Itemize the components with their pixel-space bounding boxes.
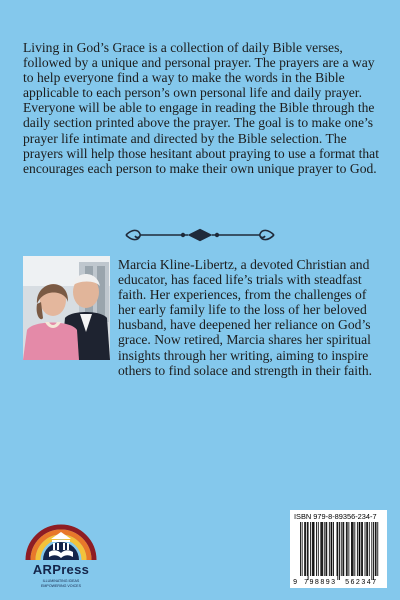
- barcode-group-left: 798893: [304, 579, 337, 587]
- barcode-bar: [341, 522, 342, 576]
- barcode-bar: [369, 522, 370, 576]
- isbn-barcode: [290, 510, 387, 588]
- barcode-bar: [357, 522, 358, 576]
- publisher-logo: [22, 508, 100, 594]
- barcode-bar: [324, 522, 325, 576]
- barcode-bar: [347, 522, 348, 576]
- barcode-bars: [292, 522, 385, 580]
- barcode-bar: [367, 522, 368, 576]
- publisher-name: ARPress: [32, 562, 90, 577]
- scroll-divider-icon: [122, 226, 278, 244]
- isbn-label: ISBN 979-8-89356-234-7: [294, 512, 377, 521]
- book-description: Living in God’s Grace is a collection of daily Bible verses, followed by a unique and personal prayer. The prayers are a way to help everyone find a way to make the words in the Bible applicable to each person’s own personal life and daily prayer. Everyone will be able to engage in reading the Bible through the daily section printed above the prayer. The goal is to make one’s prayer life intimate and directed by the Bible selection. The prayers will help those hesitant about praying to use a format that encourages each person to make their own unique prayer to God.: [23, 40, 379, 176]
- barcode-bar: [352, 522, 353, 576]
- barcode-digit-first: 9: [293, 579, 298, 587]
- barcode-bar: [320, 522, 321, 576]
- publisher-tagline-2: EMPOWERING VOICES: [41, 584, 81, 588]
- barcode-bar: [304, 522, 305, 576]
- barcode-bar: [348, 522, 349, 576]
- publisher-tagline-1: ILLUMINATING IDEAS: [42, 579, 80, 583]
- author-photo: [23, 256, 110, 360]
- barcode-bar: [360, 522, 361, 576]
- barcode-bar: [326, 522, 327, 576]
- barcode-bar: [373, 522, 374, 580]
- barcode-bar: [307, 522, 308, 576]
- barcode-bar: [322, 522, 323, 576]
- barcode-bar: [308, 522, 309, 580]
- barcode-bar: [331, 522, 332, 576]
- barcode-bar: [321, 522, 322, 576]
- barcode-bar: [314, 522, 315, 576]
- barcode-bar: [326, 522, 327, 576]
- barcode-bar: [377, 522, 378, 576]
- barcode-bar: [339, 522, 340, 580]
- author-bio: Marcia Kline-Libertz, a devoted Christian and educator, has faced life’s trials with steadfast faith. Her experiences, from the challenges of her early family life to the loss of her beloved husband, have deepened her reliance on God’s grace. Now retired, Marcia shares her spiritual insights through her writing, aiming to inspire others to find solace and strength in their faith.: [118, 257, 373, 378]
- barcode-bar: [333, 522, 334, 576]
- barcode-bar: [313, 522, 314, 576]
- barcode-bar: [331, 522, 332, 576]
- barcode-bar: [302, 522, 303, 576]
- barcode-bar: [375, 522, 376, 576]
- barcode-bar: [300, 522, 301, 576]
- barcode-bar: [361, 522, 362, 576]
- barcode-bar: [329, 522, 330, 576]
- barcode-bar: [365, 522, 366, 576]
- barcode-bar: [310, 522, 311, 576]
- barcode-bar: [371, 522, 372, 580]
- barcode-bar: [343, 522, 344, 576]
- barcode-bar: [316, 522, 317, 576]
- barcode-bar: [318, 522, 319, 576]
- barcode-bar: [366, 522, 367, 576]
- barcode-bar: [359, 522, 360, 576]
- barcode-bar: [346, 522, 347, 576]
- book-temple-rainbow-icon: [22, 508, 100, 564]
- barcode-bar: [353, 522, 354, 576]
- barcode-bar: [362, 522, 363, 576]
- barcode-group-right: 562347: [345, 579, 378, 587]
- barcode-bar: [312, 522, 313, 576]
- barcode-bar: [337, 522, 338, 580]
- barcode-bar: [305, 522, 306, 576]
- barcode-bar: [376, 522, 377, 576]
- barcode-bar: [343, 522, 344, 576]
- barcode-bar: [351, 522, 352, 576]
- barcode-bar: [354, 522, 355, 576]
- barcode-bar: [337, 522, 338, 576]
